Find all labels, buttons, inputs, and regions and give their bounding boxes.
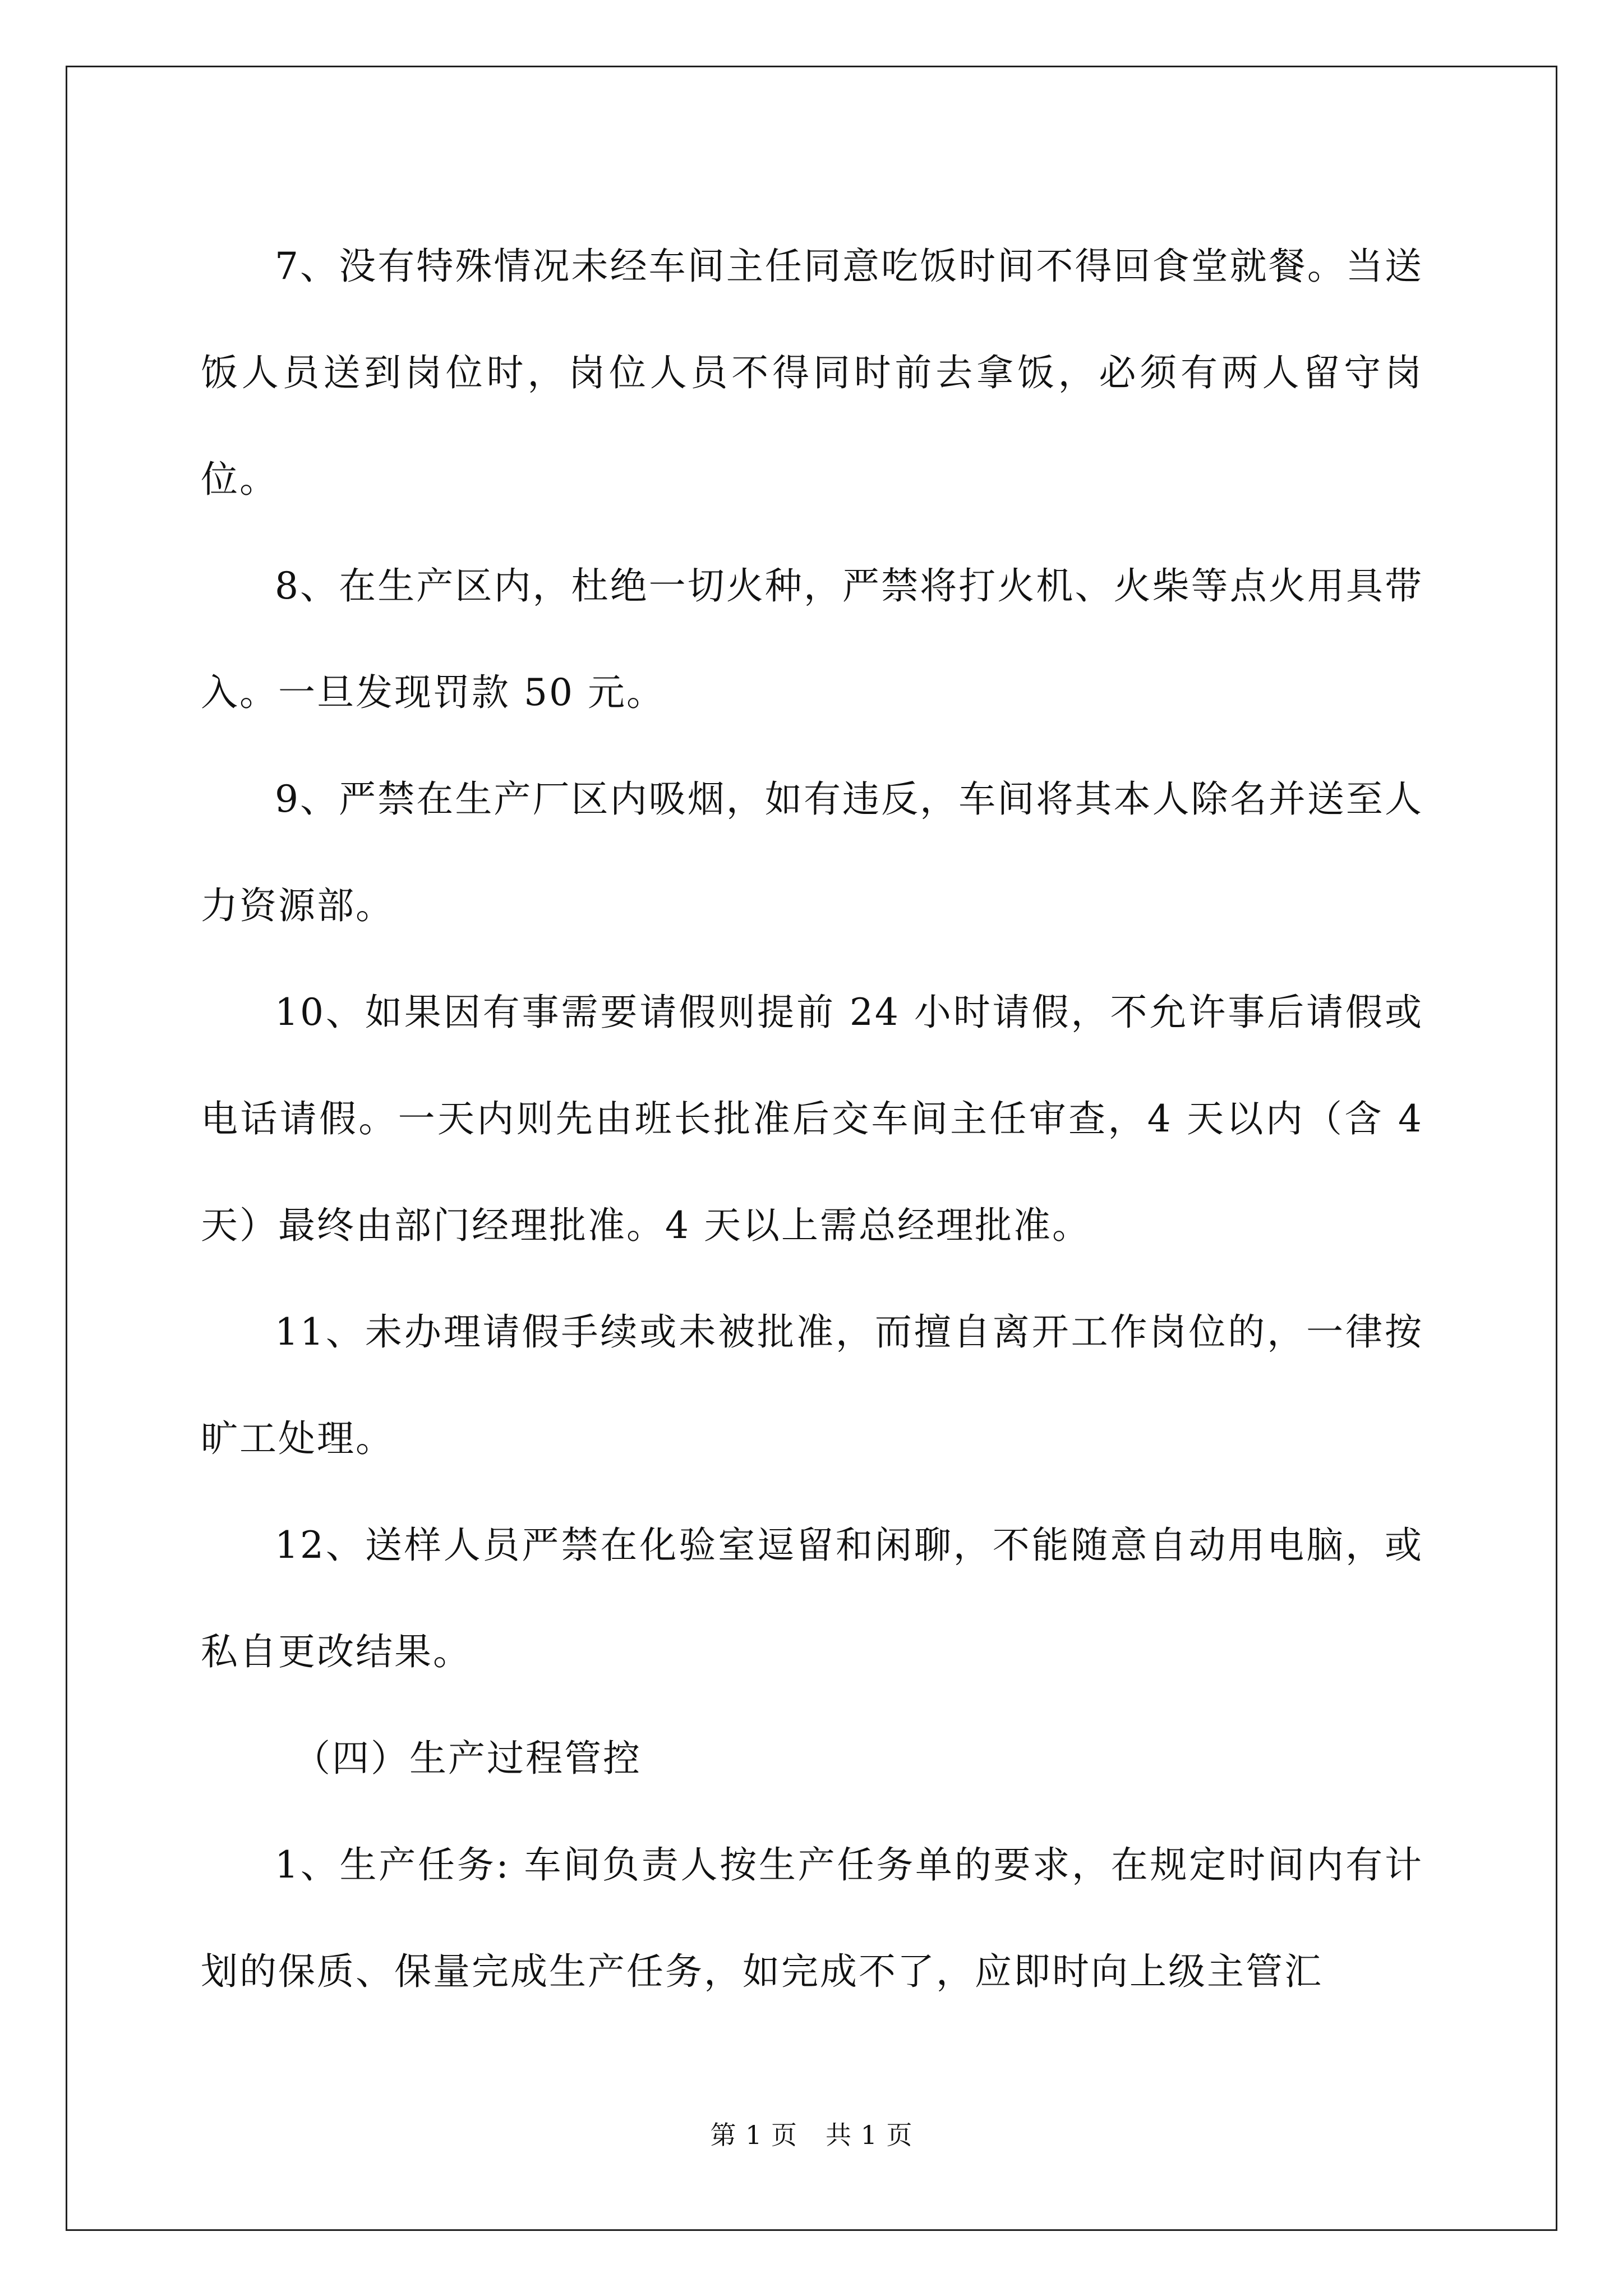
page-total: 共 1 页 [826,2120,913,2150]
paragraph-production-task: 1、生产任务: 车间负责人按生产任务单的要求，在规定时间内有计划的保质、保量完成生产任务，如完成不了，应即时向上级主管汇 [201,1843,1423,1993]
paragraph-rule-12: 12、送样人员严禁在化验室逗留和闲聊，不能随意自动用电脑，或私自更改结果。 [201,1524,1423,1673]
page-number: 第 1 页 [710,2120,797,2150]
document-body [201,213,1423,2025]
page-footer [0,2115,1623,2152]
section-heading: （四）生产过程管控 [293,1737,642,1780]
paragraph-rule-8: 8、在生产区内，杜绝一切火种，严禁将打火机、火柴等点火用具带入。一旦发现罚款 50 元。 [201,564,1423,714]
paragraph-rule-10: 10、如果因有事需要请假则提前 24 小时请假，不允许事后请假或电话请假。一天内则先由班长批准后交车间主任审查，4 天以内（含 4 天）最终由部门经理批准。4 天以上需总经理批准。 [201,991,1423,1247]
paragraph-rule-7: 7、没有特殊情况未经车间主任同意吃饭时间不得回食堂就餐。当送饭人员送到岗位时，岗位人员不得同时前去拿饭，必须有两人留守岗位。 [201,245,1423,501]
paragraph-rule-11: 11、未办理请假手续或未被批准，而擅自离开工作岗位的，一律按旷工处理。 [201,1310,1423,1460]
paragraph-rule-9: 9、严禁在生产厂区内吸烟，如有违反，车间将其本人除名并送至人力资源部。 [201,777,1423,927]
